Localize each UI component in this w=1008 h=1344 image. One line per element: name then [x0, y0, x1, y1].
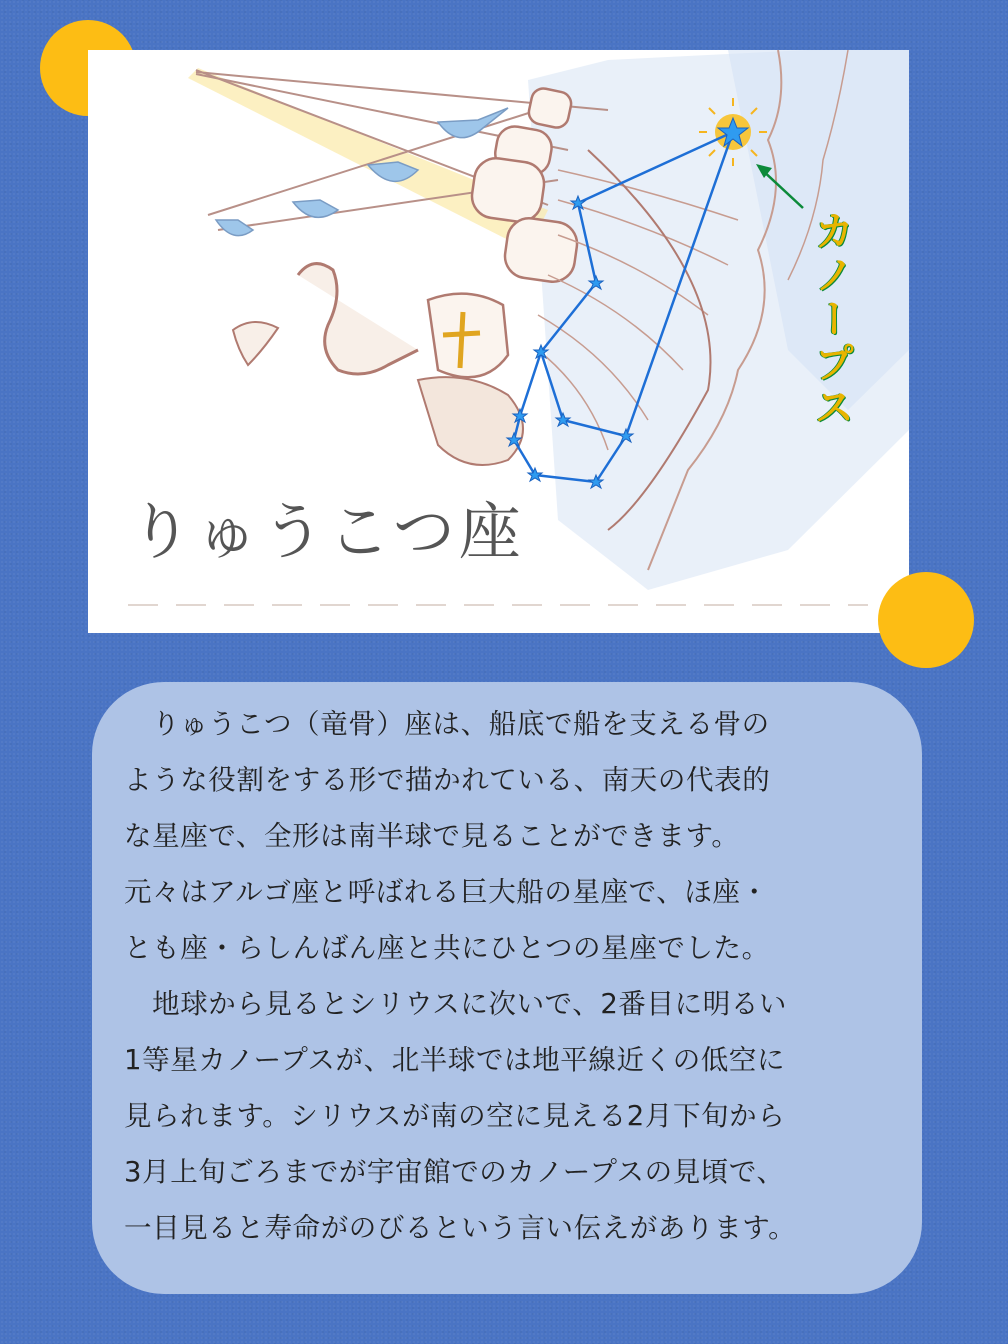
description-box — [92, 682, 922, 1294]
star — [528, 468, 542, 481]
bow-ornament — [418, 377, 523, 465]
description-line: とも座・らしんばん座と共にひとつの星座でした。 — [124, 932, 770, 964]
constellation-illustration — [88, 50, 909, 633]
description-line: ような役割をする形で描かれている、南天の代表的 — [124, 764, 771, 796]
constellation-title: りゅうこつ座 — [130, 495, 525, 568]
description-line: 一目見ると寿命がのびるという言い伝えがあります。 — [124, 1212, 797, 1244]
figurehead — [298, 264, 418, 374]
description-line: 1等星カノープスが、北半球では地平線近くの低空に — [124, 1044, 786, 1076]
description-line: 地球から見るとシリウスに次いで、2番目に明るい — [124, 988, 788, 1020]
description-line: りゅうこつ（竜骨）座は、船底で船を支える骨の — [124, 708, 770, 740]
canopus-label: カノープス — [808, 210, 854, 430]
description-line: 見られます。シリウスが南の空に見える2月下旬から — [124, 1100, 786, 1132]
description-line: な星座で、全形は南半球で見ることができます。 — [124, 820, 740, 852]
description-line: 3月上旬ごろまでが宇宙館でのカノープスの見頃で、 — [124, 1156, 785, 1188]
decorative-dot-bottom-right — [878, 572, 974, 668]
description-line: 元々はアルゴ座と呼ばれる巨大船の星座で、ほ座・ — [124, 876, 769, 908]
figurehead-tail — [233, 322, 278, 365]
